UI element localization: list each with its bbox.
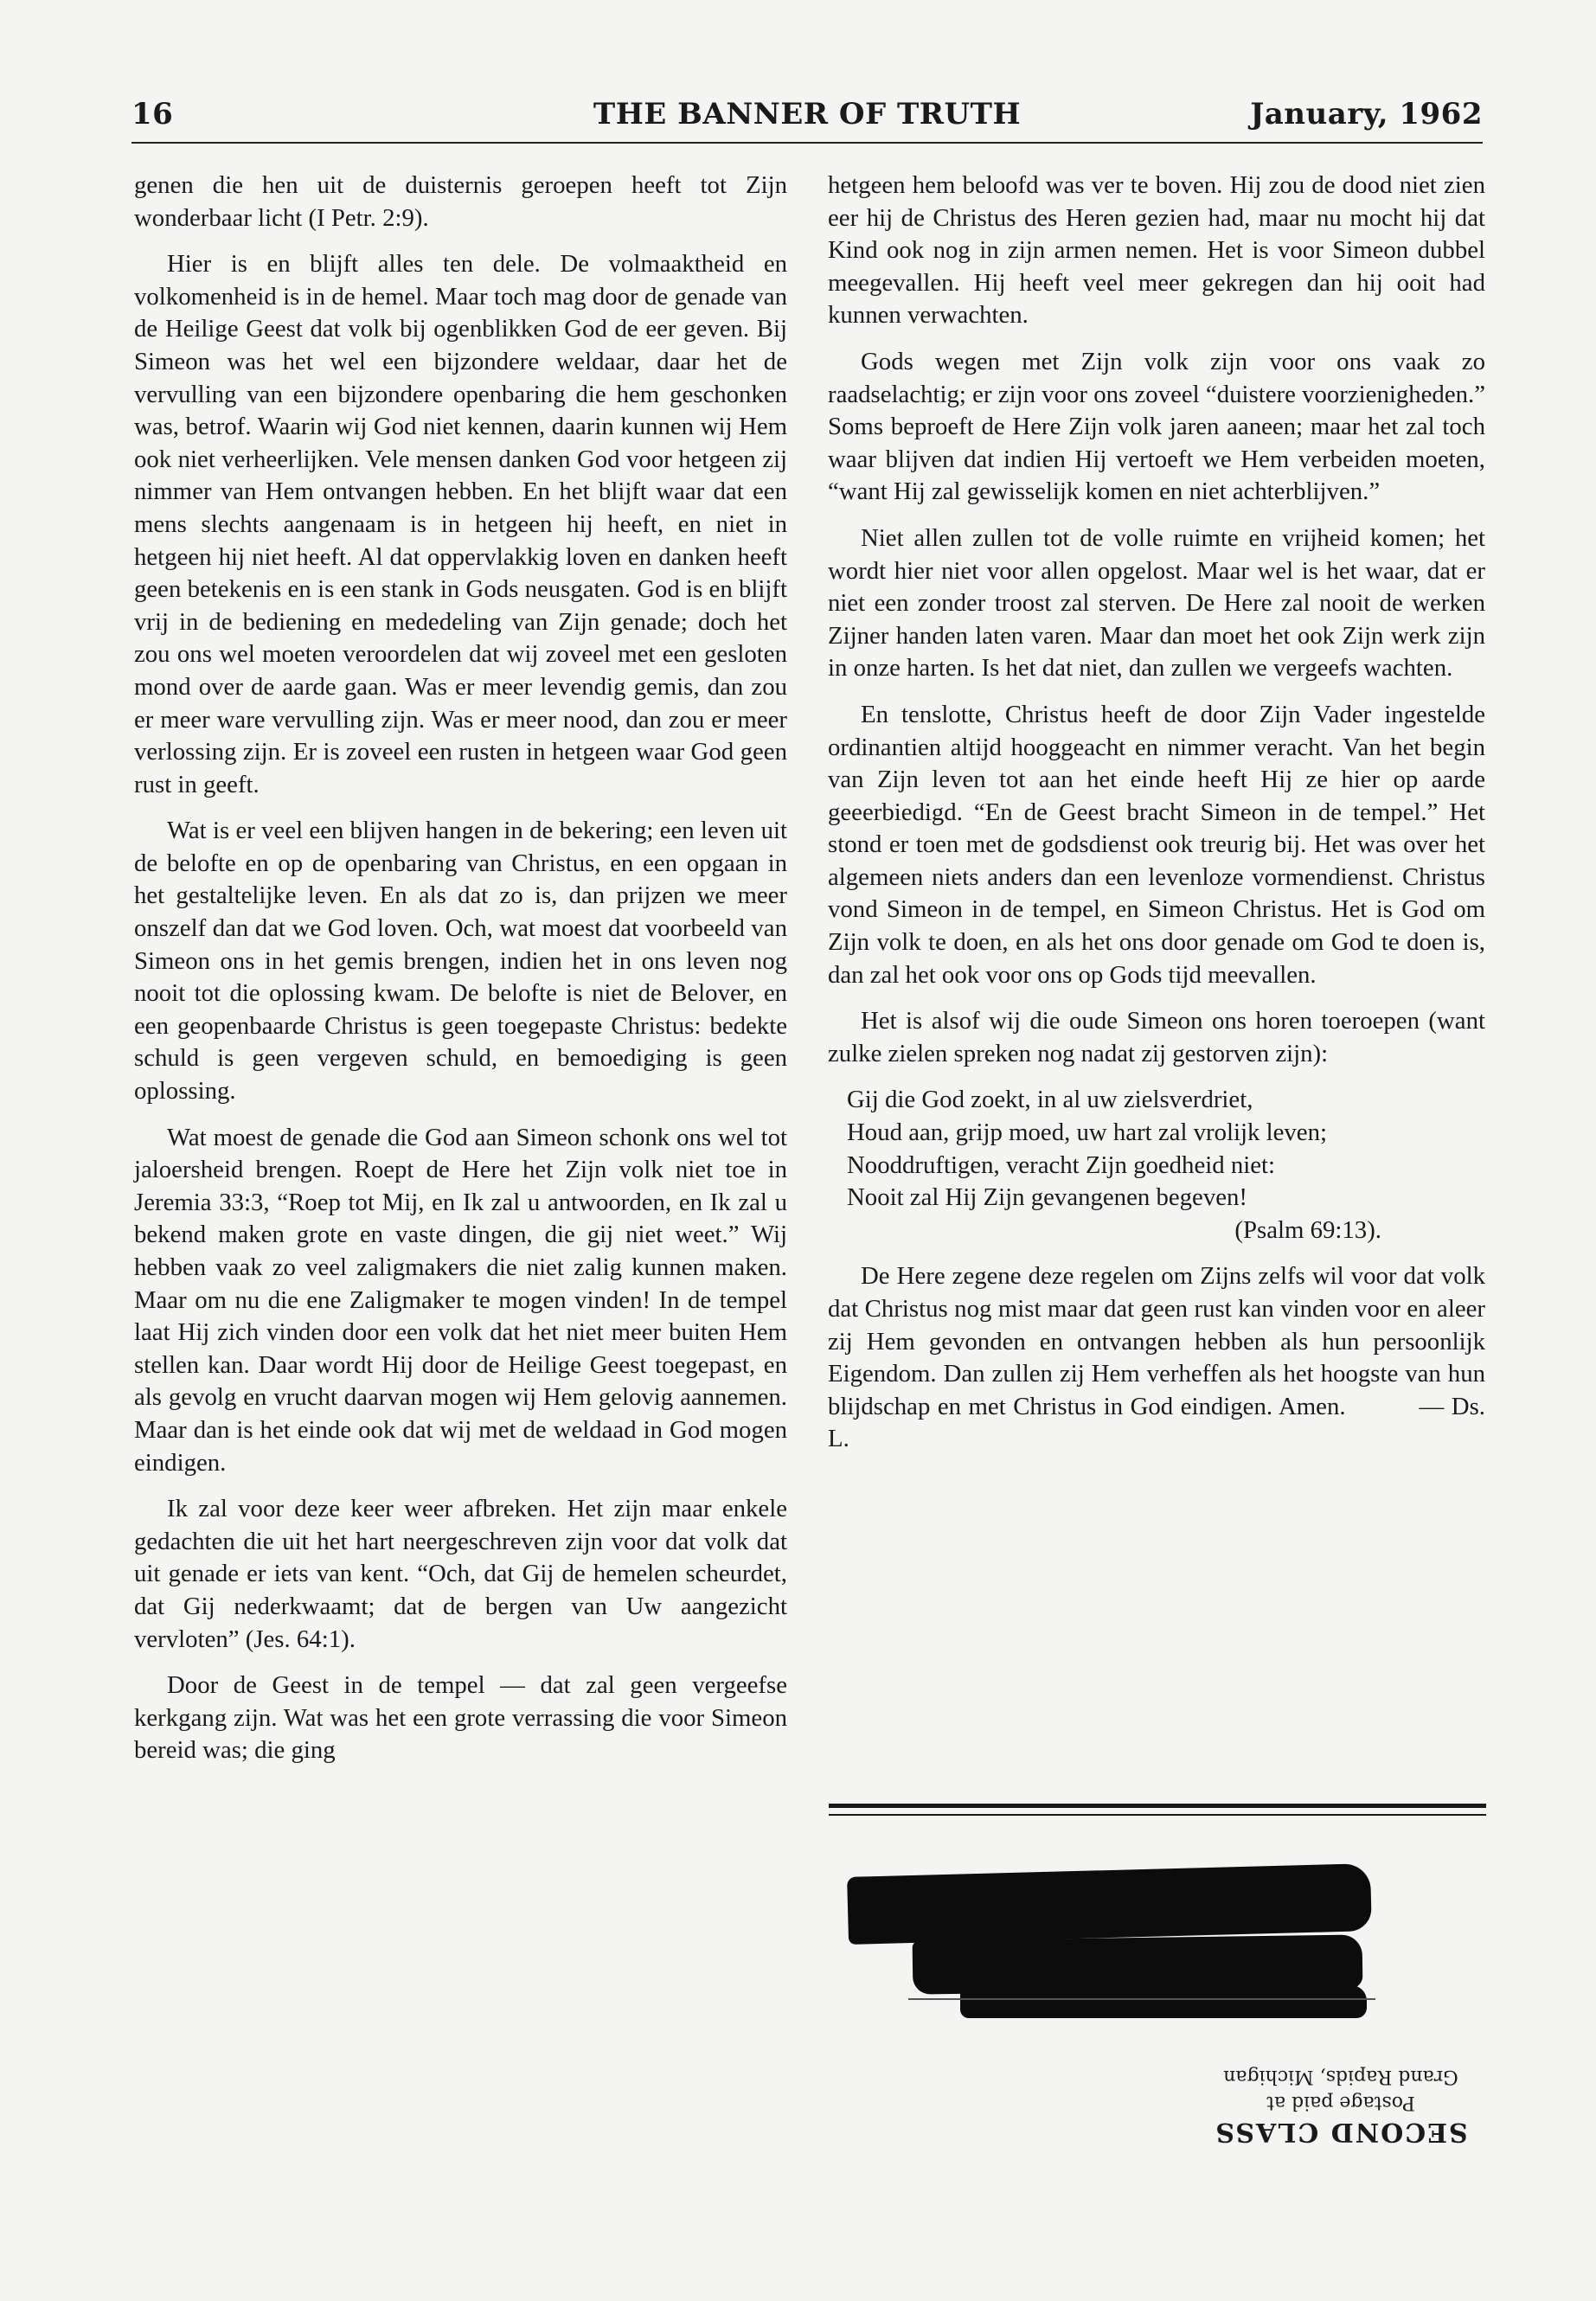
stamp-postage: Postage paid at — [1266, 2092, 1415, 2113]
verse-reference: (Psalm 69:13). — [1234, 1215, 1381, 1244]
mailing-stamp — [1198, 2063, 1484, 2148]
left-column — [134, 170, 787, 1781]
stamp-city: Grand Rapids, Michigan — [1223, 2066, 1458, 2087]
paragraph: Ik zal voor deze keer weer afbreken. Het zijn maar enkele gedachten die uit het hart neergeschreven zijn voor dat volk dat uit genade er iets van kent. “Och, dat Gij de hemelen scheurdet, dat Gij nederkwaamt; dat de bergen van Uw aangezicht vervloten” (Jes. 64:1). — [134, 1495, 787, 1653]
redacted-address-block — [960, 1985, 1367, 2018]
page-header — [131, 97, 1483, 144]
stamp-class: SECOND CLASS — [1214, 2117, 1468, 2147]
paragraph: Gods wegen met Zijn volk zijn voor ons vaak zo raadselachtig; er zijn voor ons zoveel “duistere voorzienigheden.” Soms beproeft de Here Zijn volk jaren aaneen; maar het zal toch waar blijven dat indien Hij vertoeft we Hem verbeiden moeten, “want Hij zal gewisselijk komen en niet achterblijven.” — [828, 347, 1485, 506]
paragraph: genen die hen uit de duisternis geroepen heeft tot Zijn wonderbaar licht (I Petr. 2:9). — [134, 171, 787, 232]
paragraph: hetgeen hem beloofd was ver te boven. Hij zou de dood niet zien eer hij de Christus des Heren gezien had, maar nu mocht hij dat Kind ook nog in zijn armen nemen. Het is voor Simeon dubbel meegevallen. Hij heeft veel meer gekregen dan hij ooit had kunnen verwachten. — [828, 171, 1485, 330]
verse-line: Gij die God zoekt, in al uw zielsverdriet, — [847, 1086, 1253, 1114]
publication-title: THE BANNER OF TRUTH — [593, 97, 1022, 131]
closing-paragraph — [828, 1260, 1485, 1456]
paragraph: Wat moest de genade die God aan Simeon schonk ons wel tot jaloersheid brengen. Roept de Here het Zijn volk niet toe in Jeremia 33:3, “Roep tot Mij, en Ik zal u antwoorden, en Ik zal u bekend maken grote en vaste dingen, die gij niet weet.” Wij hebben vaak zo veel zaligmakers die niet zalig kunnen maken. Maar om nu die ene Zaligmaker te mogen vinden! In de tempel laat Hij zich vinden door een volk dat het niet meer buiten Hem stellen kan. Daar wordt Hij door de Heilige Geest toegepast, en als gevolg en vrucht daarvan mogen wij Hem gelovig aannemen. Maar dan is het einde ook dat wij met de weldaad in God mogen eindigen. — [134, 1123, 787, 1477]
divider-thin — [829, 1814, 1486, 1816]
verse-line: Houd aan, grijp moed, uw hart zal vrolijk leven; — [847, 1118, 1327, 1147]
closing-text: De Here zegene deze regelen om Zijns zelfs wil voor dat volk dat Christus nog mist maar dat geen rust kan vinden voor en aleer zij Hem gevonden en ontvangen hebben als hun persoonlijk Eigendom. Dan zullen zij Hem verheffen als het hoogste van hun blijdschap en met Christus in God eindigen. Amen. — [828, 1262, 1485, 1420]
signature: — Ds. L. — [828, 1392, 1485, 1453]
page-number: 16 — [131, 97, 174, 131]
paragraph: Hier is en blijft alles ten dele. De volmaaktheid en volkomenheid is in de hemel. Maar toch mag door de genade van de Heilige Geest dat volk bij ogenblikken God de eer geven. Bij Simeon was het wel een bijzondere weldaar, daar het de vervulling van een bijzondere openbaring die hem geschonken was, betrof. Waarin wij God niet kennen, daarin kunnen wij Hem ook niet verheerlijken. Vele mensen danken God voor hetgeen zij nimmer van Hem ontvangen hebben. En het blijft waar dat een mens slechts aangenaam is in hetgeen hij heeft, en niet in hetgeen hij niet heeft. Al dat oppervlakkig loven en danken heeft geen betekenis en is een stank in Gods neusgaten. God is en blijft vrij in de bediening en mededeling van Zijn genade; doch het zou ons wel moeten veroordelen dat wij zoveel met een gesloten mond over de aarde gaan. Was er meer levendig gemis, dan zou er meer ware vervulling zijn. Was er meer nood, dan zou er meer verlossing zijn. Er is zoveel een rusten in hetgeen waar God geen rust in geeft. — [134, 250, 787, 798]
psalm-verse — [847, 1084, 1485, 1214]
paragraph: Wat is er veel een blijven hangen in de bekering; een leven uit de belofte en op de openbaring van Christus, en een opgaan in het gestaltelijke leven. En als dat zo is, dan prijzen we meer onszelf dan dat we God loven. Och, wat moest dat voorbeeld van Simeon ons in het gemis brengen, indien het in ons leven nog nooit tot die oplossing kwam. De belofte is niet de Belover, en een geopenbaarde Christus is geen toegepaste Christus: bedekte schuld is geen vergeven schuld, en bemoediging is geen oplossing. — [134, 817, 787, 1106]
paragraph: Door de Geest in de tempel — dat zal geen vergeefse kerkgang zijn. Wat was het een grote verrassing die voor Simeon bereid was; die ging — [134, 1671, 787, 1765]
redacted-address-block — [847, 1863, 1372, 1945]
verse-line: Nooddruftigen, veracht Zijn goedheid niet: — [847, 1150, 1276, 1179]
paragraph: Niet allen zullen tot de volle ruimte en vrijheid komen; het wordt hier niet voor allen opgelost. Maar wel is het waar, dat er niet een zonder troost zal sterven. De Here zal nooit de werken Zijner handen laten varen. Maar dan moet het ook Zijn werk zijn in onze harten. Is het dat niet, dan zullen we vergeefs wachten. — [828, 523, 1485, 683]
paragraph: Het is alsof wij die oude Simeon ons horen toeroepen (want zulke zielen spreken nog nadat zij gestorven zijn): — [828, 1007, 1485, 1067]
verse-line: Nooit zal Hij Zijn gevangenen begeven! — [847, 1183, 1247, 1212]
issue-date: January, 1962 — [1250, 97, 1483, 131]
right-column — [828, 170, 1485, 1470]
divider-thick — [829, 1804, 1486, 1808]
mailing-label-line — [908, 1998, 1375, 2000]
paragraph: En tenslotte, Christus heeft de door Zijn Vader ingestelde ordinantien altijd hooggeacht en nimmer veracht. Van het begin van Zijn leven tot aan het einde heeft Hij ze hier op aarde geeerbiedigd. “En de Geest bracht Simeon in de tempel.” Het stond er toen met de godsdienst ook treurig bij. Het was over het algemeen niets anders dan een levenloze vormendienst. Christus vond Simeon in de tempel, en Simeon Christus. Het is God om Zijn volk te doen, en als het ons door genade om God te doen is, dan zal het ook voor ons op Gods tijd meevallen. — [828, 700, 1485, 989]
